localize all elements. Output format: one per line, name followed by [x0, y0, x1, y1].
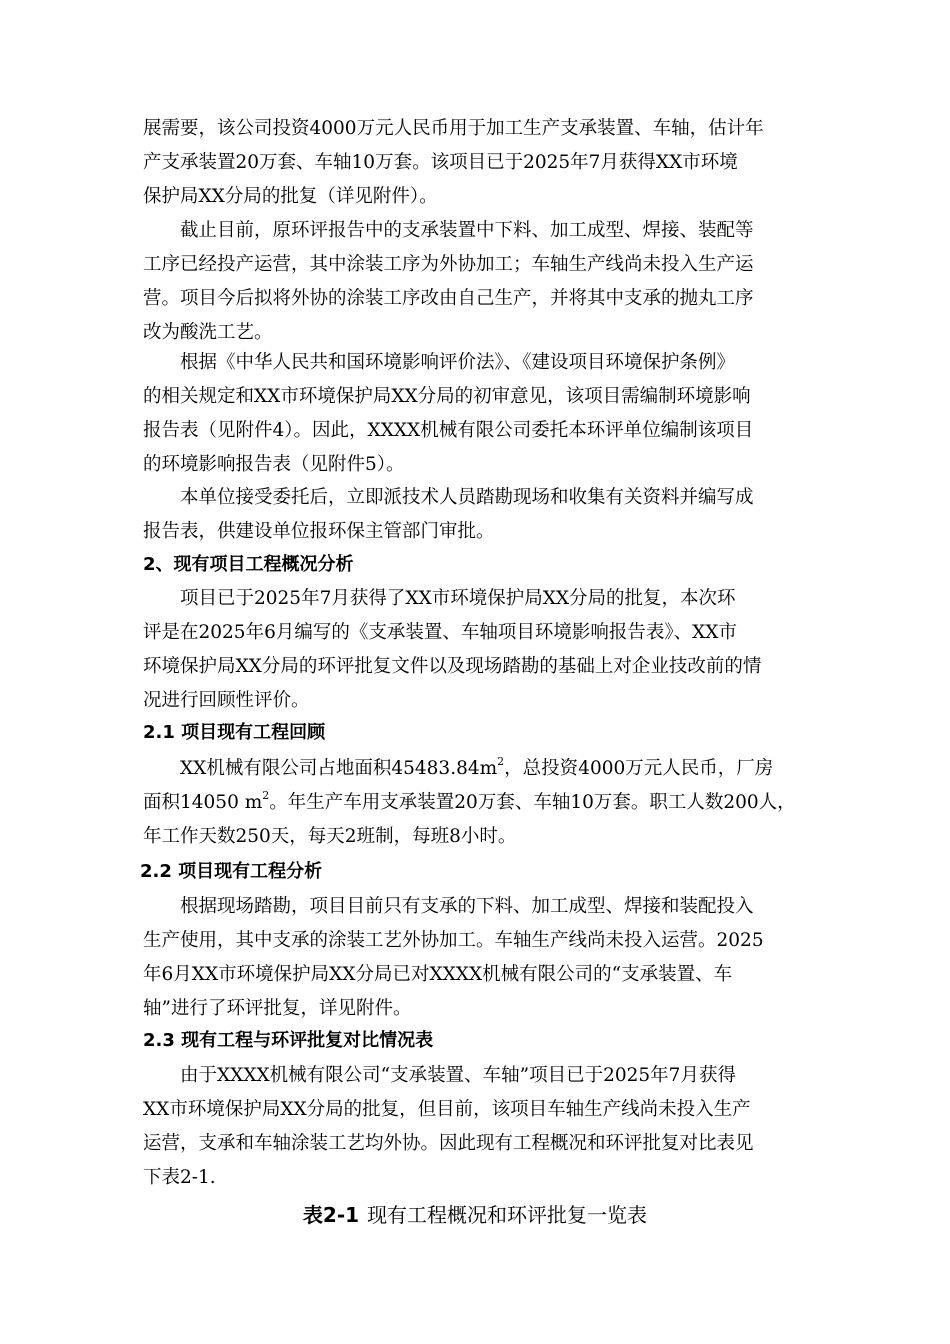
text-line: 轴”进行了环评批复，详见附件。: [143, 998, 412, 1019]
text-line: [143, 752, 808, 786]
text-segment: ，总投资4000万元人民币，厂房: [504, 758, 774, 779]
paragraph-commission: [143, 481, 808, 549]
section-heading-2-3: 2.3 现有工程与环评批复对比情况表: [143, 1030, 434, 1051]
paragraph-legal-basis: [143, 346, 808, 482]
section-heading-2-1: 2.1 项目现有工程回顾: [143, 722, 326, 743]
superscript: 2: [262, 788, 270, 802]
text-line: 改为酸洗工艺。: [143, 322, 273, 343]
text-line: 根据《中华人民共和国环境影响评价法》、《建设项目环境保护条例》: [180, 352, 736, 373]
text-line: [143, 786, 808, 820]
text-line: 年6月XX市环境保护局XX分局已对XXXX机械有限公司的“支承装置、车: [143, 964, 733, 985]
text-line: 的环境影响报告表（见附件5）。: [143, 454, 405, 475]
text-line: 由于XXXX机械有限公司“支承装置、车轴”项目已于2025年7月获得: [180, 1065, 736, 1086]
text-line: 报告表，供建设单位报环保主管部门审批。: [143, 521, 495, 542]
text-line: 展需要，该公司投资4000万元人民币用于加工生产支承装置、车轴，估计年: [143, 118, 764, 139]
text-line: 况进行回顾性评价。: [143, 690, 310, 711]
text-line: 本单位接受委托后，立即派技术人员踏勘现场和收集有关资料并编写成: [180, 487, 754, 508]
text-line: 下表2-1.: [143, 1167, 216, 1188]
text-line: 环境保护局XX分局的环评批复文件以及现场踏勘的基础上对企业技改前的情: [143, 656, 762, 677]
superscript: 2: [497, 754, 505, 768]
text-segment: XX机械有限公司占地面积45483.84m: [180, 758, 498, 779]
text-line: 的相关规定和XX市环境保护局XX分局的初审意见，该项目需编制环境影响: [143, 386, 751, 407]
paragraph-comparison: [143, 1059, 808, 1195]
paragraph-background: [143, 112, 808, 214]
text-line: 保护局XX分局的批复（详见附件）。: [143, 186, 438, 207]
text-segment: 。年生产车用支承装置20万套、车轴10万套。职工人数200人，: [269, 792, 796, 813]
table-caption-text: 现有工程概况和环评批复一览表: [367, 1203, 648, 1227]
text-line: 年工作天数250天，每天2班制，每班8小时。: [143, 826, 517, 847]
table-caption: [0, 1198, 950, 1232]
text-line: 截止目前，原环评报告中的支承装置中下料、加工成型、焊接、装配等: [180, 220, 754, 241]
text-line: 评是在2025年6月编写的《支承装置、车轴项目环境影响报告表》、XX市: [143, 622, 737, 643]
table-caption-number: 表2-1: [302, 1203, 360, 1227]
paragraph-current-status: [143, 214, 808, 350]
text-line: XX市环境保护局XX分局的批复，但目前，该项目车轴生产线尚未投入生产: [143, 1099, 751, 1120]
text-line: 根据现场踏勘，项目目前只有支承的下料、加工成型、焊接和装配投入: [180, 896, 754, 917]
text-line: 报告表（见附件4）。因此，XXXX机械有限公司委托本环评单位编制该项目: [143, 420, 754, 441]
paragraph-overview: [143, 582, 808, 718]
text-line: 工序已经投产运营，其中涂装工序为外协加工；车轴生产线尚未投入生产运: [143, 254, 754, 275]
text-segment: 面积14050 m: [143, 792, 263, 813]
section-heading-2-2: 2.2 项目现有工程分析: [140, 861, 323, 882]
paragraph-project-review: [143, 752, 808, 854]
text-line: 生产使用，其中支承的涂装工艺外协加工。车轴生产线尚未投入运营。2025: [143, 930, 764, 951]
text-line: 项目已于2025年7月获得了XX市环境保护局XX分局的批复，本次环: [180, 588, 736, 609]
section-heading-2: 2、现有项目工程概况分析: [143, 554, 354, 575]
text-line: 运营，支承和车轴涂装工艺均外协。因此现有工程概况和环评批复对比表见: [143, 1133, 754, 1154]
text-line: 营。项目今后拟将外协的涂装工序改由自己生产，并将其中支承的抛丸工序: [143, 288, 754, 309]
text-line: 产支承装置20万套、车轴10万套。该项目已于2025年7月获得XX市环境: [143, 152, 738, 173]
paragraph-project-analysis: [143, 890, 808, 1026]
